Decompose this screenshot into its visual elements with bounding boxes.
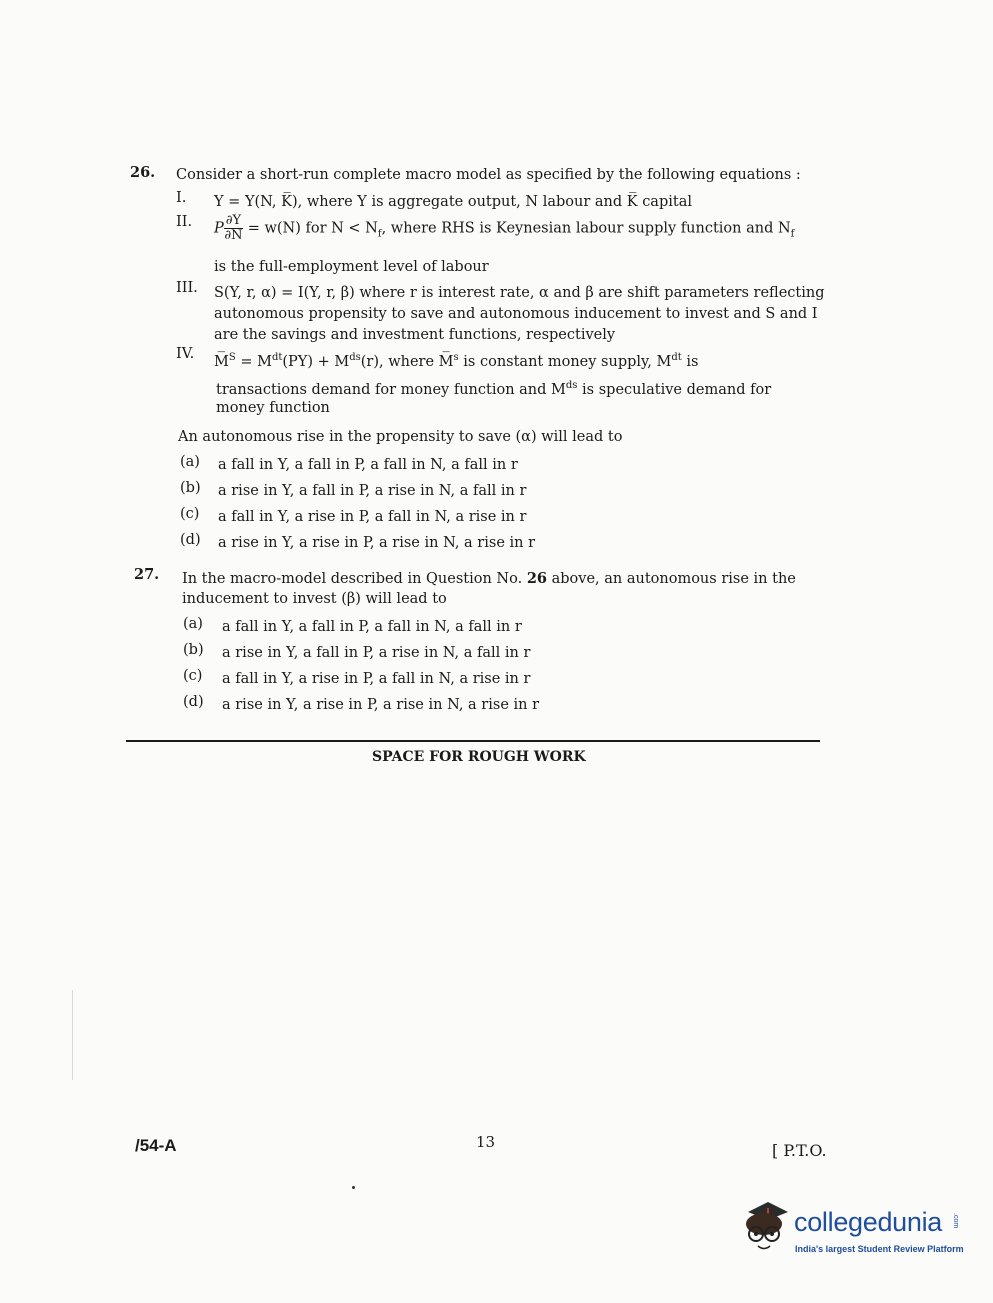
logo-tagline: India's largest Student Review Platform	[795, 1244, 964, 1254]
equation-text: = M	[235, 353, 272, 370]
equation-text-line	[216, 380, 771, 398]
equation-text: is constant money supply, M	[458, 353, 672, 370]
superscript: ds	[565, 380, 578, 391]
fraction-numerator: ∂Y	[225, 213, 242, 228]
question-stem-line	[182, 570, 796, 587]
equation-text: transactions demand for money function and M	[216, 381, 566, 398]
equation-money-market	[214, 352, 698, 370]
equation-partial-derivative	[214, 214, 814, 243]
equation-text: S(Y, r, α) = I(Y, r, β) where r is interest rate, α and β are shift parameters reflecting	[214, 285, 825, 301]
option-label: (b)	[183, 642, 204, 658]
question-number: 26.	[130, 164, 156, 181]
equation-roman: II.	[176, 214, 193, 230]
equation-text: (PY) + M	[282, 353, 350, 370]
equation-text: is the full-employment level of labour	[214, 259, 489, 275]
equation-text: money function	[216, 400, 330, 416]
option-label: (a)	[183, 616, 203, 632]
mascot-icon	[734, 1196, 794, 1258]
option-text: a rise in Y, a fall in P, a rise in N, a fall in r	[222, 645, 531, 661]
equation-roman: I.	[176, 190, 187, 206]
equation-text: are the savings and investment functions, respectively	[214, 327, 616, 343]
scan-margin-mark	[72, 990, 73, 1080]
fraction-denominator: ∂N	[224, 228, 243, 243]
fraction	[224, 214, 243, 243]
equation-roman: III.	[176, 280, 198, 296]
option-text: a rise in Y, a rise in P, a rise in N, a rise in r	[218, 535, 536, 551]
option-text: a fall in Y, a rise in P, a fall in N, a rise in r	[222, 671, 531, 687]
option-text: a fall in Y, a rise in P, a fall in N, a rise in r	[218, 509, 527, 525]
option-label: (b)	[180, 480, 201, 496]
logo-name: collegedunia	[794, 1207, 943, 1237]
equation-text: is	[681, 353, 699, 370]
equation-roman: IV.	[176, 346, 195, 362]
option-text: a rise in Y, a rise in P, a rise in N, a rise in r	[222, 697, 540, 713]
subscript: f	[790, 228, 795, 240]
option-text: a fall in Y, a fall in P, a fall in N, a fall in r	[218, 457, 518, 473]
option-label: (d)	[180, 532, 201, 548]
subscript: f	[377, 228, 382, 240]
question-number: 27.	[134, 566, 160, 583]
superscript: s	[453, 352, 459, 363]
logo-domain: .com	[952, 1213, 959, 1229]
superscript: ds	[349, 352, 361, 363]
equation-symbol: M̅	[214, 353, 229, 370]
equation-text: = w(N) for N < N	[247, 220, 378, 237]
equation-text: Y = Y(N, K̅), where Y is aggregate output, N labour and K̅ capital	[214, 194, 692, 210]
equation-text: is speculative demand for	[577, 381, 772, 398]
option-label: (c)	[183, 668, 203, 684]
rough-work-label: SPACE FOR ROUGH WORK	[372, 749, 586, 765]
superscript: dt	[671, 352, 682, 363]
scan-dot	[352, 1186, 355, 1189]
pto-label: [ P.T.O.	[772, 1141, 827, 1160]
divider-line	[126, 740, 820, 742]
option-label: (d)	[183, 694, 204, 710]
equation-text: autonomous propensity to save and autonomous inducement to invest and S and I	[214, 306, 818, 322]
question-text: inducement to invest (β) will lead to	[182, 591, 447, 607]
equation-symbol: P	[214, 220, 224, 237]
paper-code: /54-A	[135, 1136, 177, 1155]
superscript: dt	[271, 352, 283, 363]
equation-text: , where RHS is Keynesian labour supply function and N	[381, 220, 791, 237]
question-intro: Consider a short-run complete macro model as specified by the following equations :	[176, 167, 801, 183]
superscript: S	[228, 352, 236, 363]
option-text: a fall in Y, a fall in P, a fall in N, a fall in r	[222, 619, 522, 635]
question-text: above, an autonomous rise in the	[547, 571, 796, 587]
question-reference: 26	[526, 570, 547, 587]
option-label: (c)	[180, 506, 200, 522]
option-label: (a)	[180, 454, 200, 470]
question-stem: An autonomous rise in the propensity to save (α) will lead to	[178, 429, 623, 445]
option-text: a rise in Y, a fall in P, a rise in N, a fall in r	[218, 483, 527, 499]
page-number: 13	[476, 1133, 496, 1151]
equation-text: (r), where M̅	[360, 353, 454, 370]
question-text: In the macro-model described in Question No.	[182, 571, 527, 587]
